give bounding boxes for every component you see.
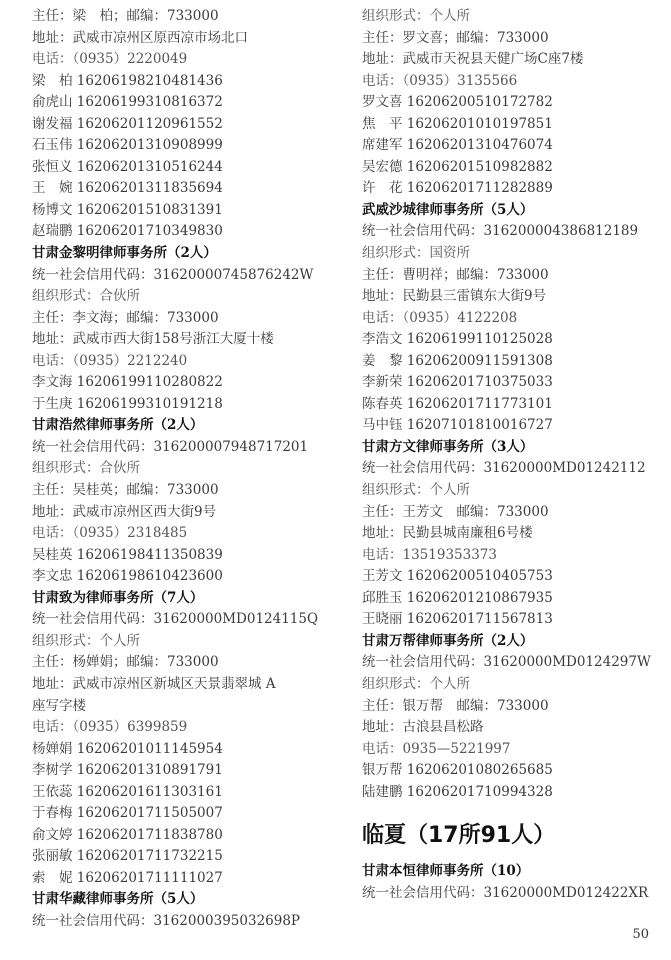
- entry-line: 统一社会信用代码：31620000MD012422XR: [362, 884, 649, 901]
- entry-line: 统一社会信用代码：31620000745876242W: [32, 266, 314, 283]
- entry-line: 李文海 16206199110280822: [32, 374, 223, 391]
- entry-line: 地址：武威市凉州区西大街9号: [32, 503, 217, 520]
- right-column-bottom-block: [362, 861, 662, 904]
- entry-line: 统一社会信用代码：316200007948717201: [32, 438, 309, 455]
- entry-line: 杨婵娟 16206201011145954: [32, 740, 223, 757]
- entry-line: 统一社会信用代码：31620000MD0124297W: [362, 654, 651, 671]
- firm-heading: 武威沙城律师事务所（5人）: [362, 201, 534, 218]
- entry-line: 姜 黎 16206200911591308: [362, 352, 553, 369]
- entry-line: 许 花 16206201711282889: [362, 180, 553, 197]
- left-column: [32, 6, 350, 933]
- entry-line: 地址：武威市凉州区原西凉市场北口: [32, 29, 248, 46]
- entry-line: 张恒义 16206201310516244: [32, 158, 223, 175]
- entry-line: 电话：13519353373: [362, 546, 497, 563]
- entry-line: 电话：（0935）2318485: [32, 525, 188, 542]
- entry-line: 地址：武威市凉州区新城区天景翡翠城 A: [32, 675, 276, 692]
- entry-line: 组织形式：个人所: [362, 8, 470, 24]
- entry-line: 吴桂英 16206198411350839: [32, 546, 223, 563]
- entry-line: 主任：王芳文 邮编：733000: [362, 503, 549, 520]
- entry-line: 王晓丽 16206201711567813: [362, 611, 553, 628]
- entry-line: 石玉伟 16206201310908999: [32, 137, 223, 154]
- entry-line: 陆建鹏 16206201710994328: [362, 783, 553, 800]
- entry-line: 地址：民勤县三雷镇东大街9号: [362, 288, 547, 305]
- entry-line: 俞虎山 16206199310816372: [32, 94, 223, 111]
- entry-line: 电话：（0935）2212240: [32, 352, 188, 369]
- entry-line: 地址：武威市天祝县天健广场C座7楼: [362, 51, 584, 68]
- entry-line: 马中钰 16207101810016727: [362, 417, 553, 434]
- firm-heading: 甘肃华藏律师事务所（5人）: [32, 891, 204, 908]
- region-heading: 临夏（17所91人）: [362, 823, 556, 849]
- entry-line: 李新荣 16206201710375033: [362, 374, 553, 391]
- right-column-top-block: [362, 6, 662, 803]
- entry-line: 电话：0935—5221997: [362, 740, 511, 757]
- entry-line: 地址：武威市西大街158号浙江大厦十楼: [32, 331, 274, 348]
- entry-line: 电话：（0935）4122208: [362, 309, 518, 326]
- entry-line: 王依蕊 16206201611303161: [32, 783, 223, 800]
- entry-line: 于春梅 16206201711505007: [32, 805, 223, 822]
- entry-line: 统一社会信用代码：3162000395032698P: [32, 912, 301, 929]
- entry-line: 于生庚 16206199310191218: [32, 395, 223, 412]
- firm-heading: 甘肃致为律师事务所（7人）: [32, 589, 204, 606]
- entry-line: 李文忠 16206198610423600: [32, 568, 223, 585]
- entry-line: 吴宏德 16206201510982882: [362, 158, 553, 175]
- entry-line: 电话：（0935）3135566: [362, 72, 518, 89]
- entry-line: 俞文婷 16206201711838780: [32, 826, 223, 843]
- right-column: [362, 6, 662, 904]
- entry-line: 罗文喜 16206200510172782: [362, 94, 553, 111]
- entry-line: 陈春英 16206201711773101: [362, 395, 553, 412]
- entry-line: 赵瑞鹏 16206201710349830: [32, 223, 223, 240]
- firm-heading: 甘肃方文律师事务所（3人）: [362, 438, 534, 455]
- entry-line: 银万帮 16206201080265685: [362, 762, 553, 779]
- entry-line: 统一社会信用代码：31620000MD0124115Q: [32, 611, 319, 628]
- page-number: 50: [632, 927, 649, 942]
- firm-heading: 甘肃万帮律师事务所（2人）: [362, 632, 534, 649]
- entry-line: 组织形式：个人所: [32, 632, 140, 649]
- firm-heading: 甘肃本恒律师事务所（10）: [362, 863, 530, 880]
- entry-line: 邱胜玉 16206201210867935: [362, 589, 553, 606]
- entry-line: 杨博文 16206201510831391: [32, 201, 223, 218]
- entry-line: 主任：罗文喜；邮编：733000: [362, 29, 549, 46]
- entry-line: 地址：古浪县昌松路: [362, 719, 484, 736]
- entry-line: 李树学 16206201310891791: [32, 762, 223, 779]
- entry-line: 电话：（0935）2220049: [32, 51, 188, 68]
- entry-line: 主任：李文海；邮编：733000: [32, 309, 219, 326]
- firm-heading: 甘肃浩然律师事务所（2人）: [32, 417, 204, 434]
- entry-line: 组织形式：个人所: [362, 675, 470, 692]
- entry-line: 张丽敏 16206201711732215: [32, 848, 223, 865]
- entry-line: 谢发福 16206201120961552: [32, 115, 223, 132]
- entry-line: 梁 柏 16206198210481436: [32, 72, 223, 89]
- entry-line: 地址：民勤县城南廉租6号楼: [362, 525, 533, 542]
- entry-line: 索 妮 16206201711111027: [32, 869, 223, 886]
- entry-line: 主任：梁 柏；邮编：733000: [32, 8, 219, 24]
- entry-line: 座写字楼: [32, 697, 86, 714]
- entry-line: 统一社会信用代码：316200004386812189: [362, 223, 639, 240]
- entry-line: 焦 平 16206201010197851: [362, 115, 553, 132]
- entry-line: 组织形式：国资所: [362, 245, 470, 262]
- entry-line: 席建军 16206201310476074: [362, 137, 553, 154]
- entry-line: 主任：杨婵娟；邮编：733000: [32, 654, 219, 671]
- entry-line: 王芳文 16206200510405753: [362, 568, 553, 585]
- entry-line: 主任：银万帮 邮编：733000: [362, 697, 549, 714]
- entry-line: 主任：曹明祥；邮编：733000: [362, 266, 549, 283]
- entry-line: 组织形式：个人所: [362, 482, 470, 499]
- entry-line: 李浩文 16206199110125028: [362, 331, 553, 348]
- entry-line: 统一社会信用代码：31620000MD01242112: [362, 460, 646, 477]
- entry-line: 电话：（0935）6399859: [32, 719, 188, 736]
- firm-heading: 甘肃金黎明律师事务所（2人）: [32, 245, 217, 262]
- entry-line: 王 婉 16206201311835694: [32, 180, 223, 197]
- entry-line: 主任：吴桂英；邮编：733000: [32, 482, 219, 499]
- entry-line: 组织形式：合伙所: [32, 460, 140, 477]
- entry-line: 组织形式：合伙所: [32, 288, 140, 305]
